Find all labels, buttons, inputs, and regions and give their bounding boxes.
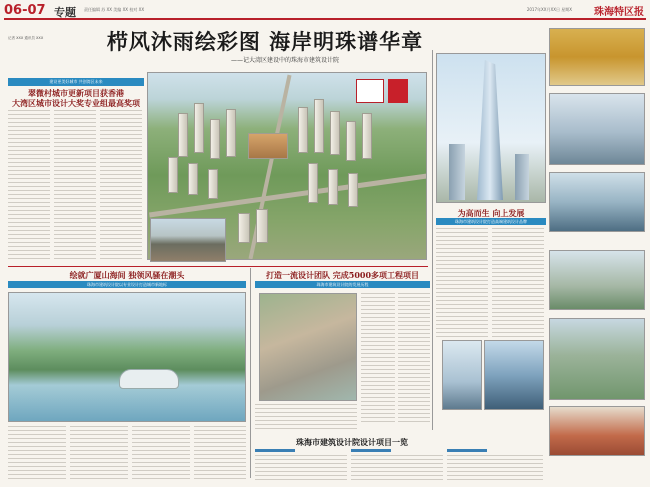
town-planning-rendering (259, 293, 357, 401)
project-table (255, 449, 545, 481)
editor-line: 责任编辑 苏 XX 美编 XX 校对 XX (84, 7, 145, 12)
left-top-banner: 建设更美好城市 共创湾区未来 (8, 78, 144, 86)
right-mid-banner: 珠海市建筑设计院打造高端建筑设计品牌 (436, 218, 546, 225)
article-text-column (8, 110, 50, 260)
article-text-column (398, 293, 430, 423)
traditional-gate-photo (150, 218, 226, 262)
residential-complex-photo (549, 250, 645, 310)
column-divider (432, 50, 433, 430)
section-divider (8, 266, 428, 267)
skyscraper-rendering (436, 53, 546, 203)
left-top-headline-1: 翠微村城市更新项目获香港 (28, 88, 124, 98)
article-text-column (492, 228, 544, 338)
article-text-column (436, 228, 488, 338)
page-header (4, 2, 646, 20)
award-badge-icon (388, 79, 408, 103)
article-text-column (8, 426, 66, 480)
article-text-column (255, 404, 357, 430)
office-tower-photo (549, 172, 645, 232)
center-mid-headline: 打造一流设计团队 完成5000多项工程项目 (265, 270, 420, 280)
newspaper-brand: 珠海特区报 (594, 7, 644, 18)
glass-building-photo (549, 93, 645, 165)
page-title: 栉风沐雨绘彩图 海岸明珠谱华章 (106, 29, 424, 54)
center-mid-banner: 珠海市建筑设计院的发展历程 (255, 281, 430, 288)
byline: 记者 XXX 通讯员 XXX (8, 36, 44, 40)
section-label: 专题 (54, 6, 76, 19)
article-text-column (70, 426, 128, 480)
heritage-building-photo (549, 406, 645, 456)
statue-photo (549, 28, 645, 86)
left-mid-banner: 珠海市建筑设计院以专业设计打造城市新地标 (8, 281, 246, 288)
article-text-column (54, 110, 96, 260)
twin-towers-photo (442, 340, 482, 410)
page-number: 06-07 (4, 3, 46, 18)
left-mid-headline: 绘就广厦山海间 独领风骚在潮头 (69, 270, 185, 280)
article-text-column (194, 426, 246, 480)
page-subtitle: ——记大湾区建设中的珠海市建筑设计院 (230, 57, 339, 64)
project-logo-icon (356, 79, 384, 103)
article-text-column (132, 426, 190, 480)
project-table-title: 珠海市建筑设计院设计项目一览 (296, 437, 408, 447)
article-text-column (100, 110, 142, 260)
high-rise-photo (484, 340, 544, 410)
housing-estate-photo (549, 318, 645, 400)
right-mid-headline: 为高而生 向上发展 (457, 208, 525, 218)
coastal-landmark-rendering (8, 292, 246, 422)
column-divider (250, 268, 251, 478)
issue-date: 2017年XX月XX日 星期X (526, 7, 572, 12)
article-text-column (361, 293, 395, 423)
left-top-headline-2: 大湾区城市设计大奖专业组最高奖项 (12, 98, 140, 108)
